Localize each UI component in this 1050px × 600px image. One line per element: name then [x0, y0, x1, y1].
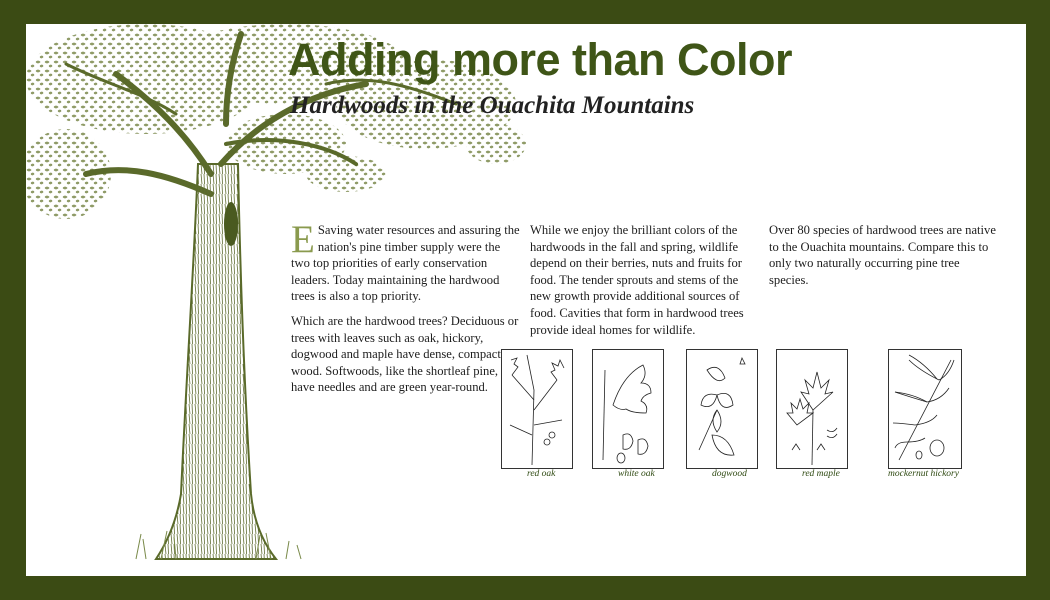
page-title: Adding more than Color	[288, 34, 792, 85]
paragraph-text: Saving water resources and assuring the nation's pine timber supply were the two top priorities of early conservation leaders. Today maintaining the hardwood trees is also a top priority.	[291, 223, 520, 304]
caption-mockernut-hickory: mockernut hickory	[888, 469, 959, 479]
paragraph: While we enjoy the brilliant colors of the hardwoods in the fall and spring, wildlife depend on their berries, nuts and fruits for food. The tender sprouts and stems of the new growth provide additional sources of food. Cavities that form in hardwood trees provide ideal homes for wildlife.	[530, 223, 744, 337]
dogwood-sketch-icon	[686, 349, 758, 469]
caption-red-oak: red oak	[527, 469, 556, 479]
caption-white-oak: white oak	[618, 469, 655, 479]
red-maple-sketch-icon	[776, 349, 848, 469]
text-column-1	[291, 218, 521, 404]
sign-panel	[26, 24, 1026, 576]
mockernut-hickory-sketch-icon	[888, 349, 962, 469]
caption-dogwood: dogwood	[712, 469, 747, 479]
text-column-3	[769, 222, 999, 296]
paragraph	[291, 218, 521, 305]
white-oak-sketch-icon	[592, 349, 664, 469]
text-column-2	[530, 222, 760, 346]
page-subtitle: Hardwoods in the Ouachita Mountains	[290, 92, 695, 119]
paragraph: Over 80 species of hardwood trees are native to the Ouachita mountains. Compare this to only two naturally occurring pine tree species.	[769, 223, 996, 287]
drop-cap: E	[291, 218, 315, 261]
caption-red-maple: red maple	[802, 469, 840, 479]
red-oak-sketch-icon	[501, 349, 573, 469]
paragraph: Which are the hardwood trees? Deciduous or trees with leaves such as oak, hickory, dogwood and maple have dense, compact wood. Softwoods, like the shortleaf pine, have needles and are green year-round.	[291, 313, 519, 395]
